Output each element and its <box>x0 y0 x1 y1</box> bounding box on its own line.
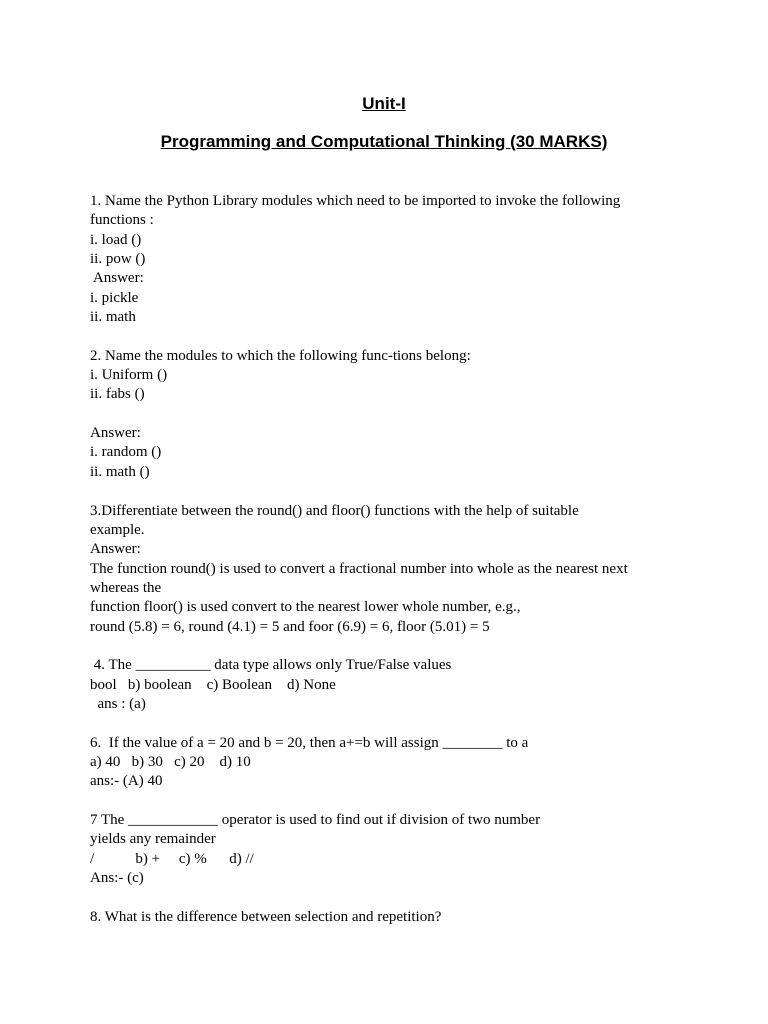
answer-line: round (5.8) = 6, round (4.1) = 5 and foor (6.9) = 6, floor (5.01) = 5 <box>90 618 490 635</box>
blank-line <box>90 405 730 424</box>
answer-line: ii. math () <box>90 463 150 480</box>
options-line: / b) + c) % d) // <box>90 850 254 867</box>
options-line: a) 40 b) 30 c) 20 d) 10 <box>90 753 251 770</box>
answer-line: whereas the <box>90 579 162 596</box>
unit-title: Unit-I <box>362 94 406 113</box>
question-3 <box>90 502 730 637</box>
question-line: i. Uniform () <box>90 367 168 384</box>
answer-line: i. random () <box>90 444 162 461</box>
answer-label: Answer: <box>90 425 141 442</box>
answer-line: i. pickle <box>90 289 139 306</box>
spacer <box>90 327 730 346</box>
question-8 <box>90 908 730 927</box>
question-line: i. load () <box>90 231 142 248</box>
question-line: ii. fabs () <box>90 386 145 403</box>
answer-label: Answer: <box>90 270 144 287</box>
answer-line: The function round() is used to convert a fractional number into whole as the nearest next <box>90 560 628 577</box>
question-line: 2. Name the modules to which the following func-tions belong: <box>90 347 471 364</box>
subject-title: Programming and Computational Thinking (30 MARKS) <box>160 132 608 151</box>
question-line: yields any remainder <box>90 831 216 848</box>
question-4 <box>90 656 730 714</box>
spacer <box>90 714 730 733</box>
spacer <box>90 482 730 501</box>
question-line: 6. If the value of a = 20 and b = 20, then a+=b will assign ________ to a <box>90 734 529 751</box>
question-line: functions : <box>90 212 154 229</box>
question-line: ii. pow () <box>90 251 146 268</box>
answer-line: ii. math <box>90 309 136 326</box>
answer-label: Answer: <box>90 541 141 558</box>
question-7 <box>90 811 730 888</box>
spacer <box>90 637 730 656</box>
question-6 <box>90 734 730 792</box>
question-line: 7 The ____________ operator is used to find out if division of two number <box>90 812 541 828</box>
question-line: example. <box>90 521 145 538</box>
question-line: 4. The __________ data type allows only True/False values <box>90 657 452 674</box>
answer-line: ans : (a) <box>90 695 146 712</box>
question-line: 8. What is the difference between selection and repetition? <box>90 908 442 925</box>
answer-line: Ans:- (c) <box>90 870 144 887</box>
question-1 <box>90 192 730 327</box>
question-list <box>90 192 730 927</box>
spacer <box>90 888 730 907</box>
spacer <box>90 792 730 811</box>
question-line: 3.Differentiate between the round() and floor() functions with the help of suitable <box>90 502 579 519</box>
answer-line: ans:- (A) 40 <box>90 773 163 790</box>
answer-line: function floor() is used convert to the nearest lower whole number, e.g., <box>90 599 521 616</box>
question-line: 1. Name the Python Library modules which need to be imported to invoke the following <box>90 193 621 209</box>
options-line: bool b) boolean c) Boolean d) None <box>90 676 336 693</box>
question-2 <box>90 347 730 482</box>
